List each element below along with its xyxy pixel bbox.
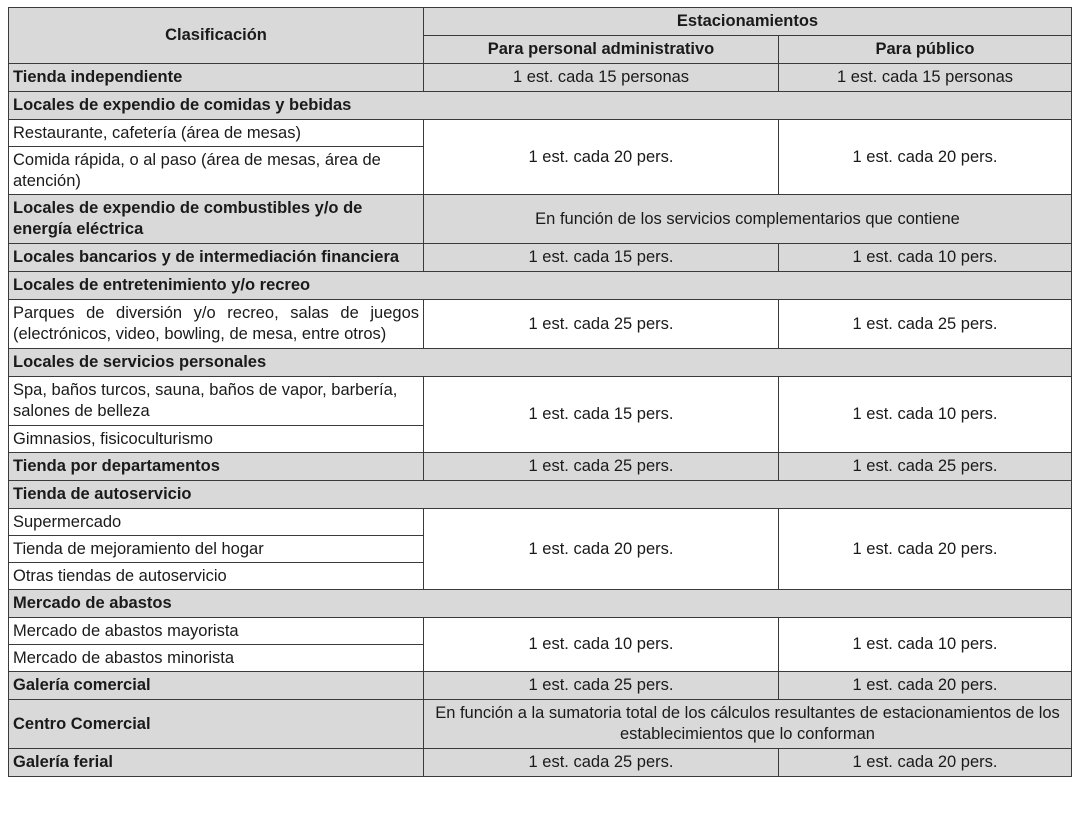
row-label: Restaurante, cafetería (área de mesas) [9, 120, 424, 147]
row-label: Gimnasios, fisicoculturismo [9, 426, 424, 453]
value-personal: 1 est. cada 15 pers. [424, 244, 779, 272]
row-label: Otras tiendas de autoservicio [9, 563, 424, 590]
row-label: Tienda por departamentos [9, 453, 424, 481]
value-publico: 1 est. cada 20 pers. [779, 749, 1072, 777]
table-row [9, 120, 1072, 147]
value-publico: 1 est. cada 10 pers. [779, 377, 1072, 453]
group-row [9, 92, 1072, 120]
table-row [9, 377, 1072, 426]
row-label: Mercado de abastos mayorista [9, 618, 424, 645]
table-row [9, 195, 1072, 244]
group-row [9, 590, 1072, 618]
value-personal: 1 est. cada 15 personas [424, 64, 779, 92]
value-personal: 1 est. cada 10 pers. [424, 618, 779, 672]
table-row [9, 749, 1072, 777]
header-clasificacion: Clasificación [9, 8, 424, 64]
value-personal: 1 est. cada 20 pers. [424, 120, 779, 195]
value-publico: 1 est. cada 25 pers. [779, 453, 1072, 481]
row-label: Centro Comercial [9, 700, 424, 749]
header-row [9, 8, 1072, 36]
table-row [9, 618, 1072, 645]
value-personal: 1 est. cada 20 pers. [424, 509, 779, 590]
value-publico: 1 est. cada 20 pers. [779, 120, 1072, 195]
table-row [9, 453, 1072, 481]
value-publico: 1 est. cada 10 pers. [779, 244, 1072, 272]
row-label: Parques de diversión y/o recreo, salas de juegos (electrónicos, video, bowling, de mesa, entre otros) [9, 300, 424, 349]
table-row [9, 64, 1072, 92]
value-publico: 1 est. cada 10 pers. [779, 618, 1072, 672]
header-publico: Para público [779, 36, 1072, 64]
row-label: Supermercado [9, 509, 424, 536]
value-personal: 1 est. cada 15 pers. [424, 377, 779, 453]
value-personal: 1 est. cada 25 pers. [424, 300, 779, 349]
value-merged: En función de los servicios complementarios que contiene [424, 195, 1072, 244]
table-row [9, 509, 1072, 536]
table-row [9, 672, 1072, 700]
table-row [9, 300, 1072, 349]
header-personal: Para personal administrativo [424, 36, 779, 64]
table-container [8, 7, 1072, 777]
value-personal: 1 est. cada 25 pers. [424, 672, 779, 700]
row-label: Galería ferial [9, 749, 424, 777]
group-label: Locales de expendio de comidas y bebidas [9, 92, 1072, 120]
header-estacionamientos: Estacionamientos [424, 8, 1072, 36]
row-label: Mercado de abastos minorista [9, 645, 424, 672]
group-label: Tienda de autoservicio [9, 481, 1072, 509]
value-personal: 1 est. cada 25 pers. [424, 453, 779, 481]
row-label: Tienda independiente [9, 64, 424, 92]
value-publico: 1 est. cada 15 personas [779, 64, 1072, 92]
row-label: Galería comercial [9, 672, 424, 700]
row-label: Locales bancarios y de intermediación financiera [9, 244, 424, 272]
group-label: Mercado de abastos [9, 590, 1072, 618]
row-label: Spa, baños turcos, sauna, baños de vapor, barbería, salones de belleza [9, 377, 424, 426]
group-row [9, 272, 1072, 300]
group-row [9, 481, 1072, 509]
table-row [9, 700, 1072, 749]
group-label: Locales de entretenimiento y/o recreo [9, 272, 1072, 300]
value-publico: 1 est. cada 20 pers. [779, 509, 1072, 590]
group-row [9, 349, 1072, 377]
row-label: Comida rápida, o al paso (área de mesas, área de atención) [9, 147, 424, 195]
value-publico: 1 est. cada 20 pers. [779, 672, 1072, 700]
row-label: Tienda de mejoramiento del hogar [9, 536, 424, 563]
table-row [9, 244, 1072, 272]
group-label: Locales de servicios personales [9, 349, 1072, 377]
row-label: Locales de expendio de combustibles y/o de energía eléctrica [9, 195, 424, 244]
value-publico: 1 est. cada 25 pers. [779, 300, 1072, 349]
parking-requirements-table [8, 7, 1072, 777]
value-personal: 1 est. cada 25 pers. [424, 749, 779, 777]
value-merged: En función a la sumatoria total de los cálculos resultantes de estacionamientos de los establecimientos que lo conforman [424, 700, 1072, 749]
